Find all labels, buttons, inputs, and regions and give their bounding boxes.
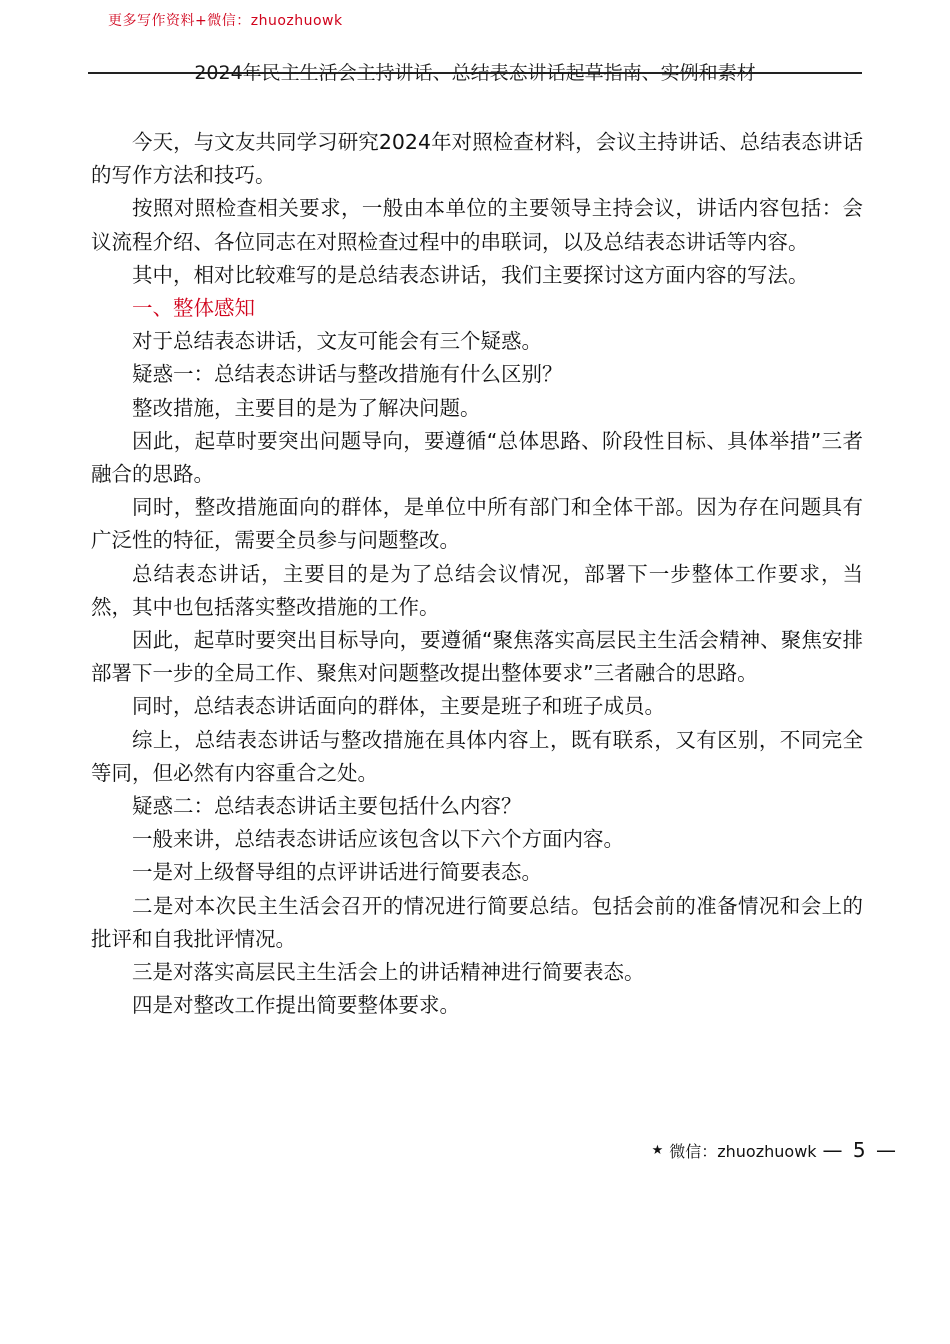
paragraph: 因此，起草时要突出目标导向，要遵循“聚焦落实高层民主生活会精神、聚焦安排部署下一步的全局工作、聚焦对问题整改提出整体要求”三者融合的思路。	[91, 628, 863, 686]
section-heading: 一、整体感知	[132, 296, 255, 321]
watermark-text: 更多写作资料+微信：zhuozhuowk	[108, 13, 343, 29]
paragraph: 因此，起草时要突出问题导向，要遵循“总体思路、阶段性目标、具体举措”三者融合的思路。	[91, 428, 863, 487]
page-footer	[652, 1138, 898, 1162]
paragraph: 一是对上级督导组的点评讲话进行简要表态。	[132, 860, 542, 885]
paragraph: 按照对照检查相关要求，一般由本单位的主要领导主持会议，讲话内容包括：会议流程介绍、各位同志在对照检查过程中的串联词，以及总结表态讲话等内容。	[91, 196, 863, 254]
paragraph: 四是对整改工作提出简要整体要求。	[132, 993, 460, 1018]
footer-wechat: 微信：zhuozhuowk	[669, 1141, 817, 1161]
paragraph: 其中，相对比较难写的是总结表态讲话，我们主要探讨这方面内容的写法。	[132, 262, 809, 287]
paragraph: 同时，总结表态讲话面向的群体，主要是班子和班子成员。	[132, 694, 665, 719]
paragraph: 整改措施，主要目的是为了解决问题。	[132, 395, 481, 420]
paragraph: 今天，与文友共同学习研究2024年对照检查材料，会议主持讲话、总结表态讲话的写作方法和技巧。	[91, 130, 863, 188]
paragraph: 综上，总结表态讲话与整改措施在具体内容上，既有联系，又有区别，不同完全等同，但必然有内容重合之处。	[91, 727, 863, 785]
header-title: 2024年民主生活会主持讲话、总结表态讲话起草指南、实例和素材	[194, 62, 756, 84]
paragraph: 一般来讲，总结表态讲话应该包含以下六个方面内容。	[132, 827, 624, 852]
paragraph: 疑惑二：总结表态讲话主要包括什么内容？	[132, 794, 522, 819]
paragraph: 同时，整改措施面向的群体，是单位中所有部门和全体干部。因为存在问题具有广泛性的特征，需要全员参与问题整改。	[91, 495, 863, 553]
paragraph: 二是对本次民主生活会召开的情况进行简要总结。包括会前的准备情况和会上的批评和自我批评情况。	[91, 893, 863, 951]
star-icon: ★	[651, 1142, 664, 1158]
paragraph: 对于总结表态讲话，文友可能会有三个疑惑。	[132, 329, 542, 354]
document-body	[91, 126, 863, 1022]
paragraph: 总结表态讲话，主要目的是为了总结会议情况，部署下一步整体工作要求，当然，其中也包括落实整改措施的工作。	[91, 561, 863, 619]
page-number: — 5 —	[822, 1138, 898, 1162]
paragraph: 疑惑一：总结表态讲话与整改措施有什么区别？	[132, 362, 563, 387]
paragraph: 三是对落实高层民主生活会上的讲话精神进行简要表态。	[132, 960, 645, 985]
